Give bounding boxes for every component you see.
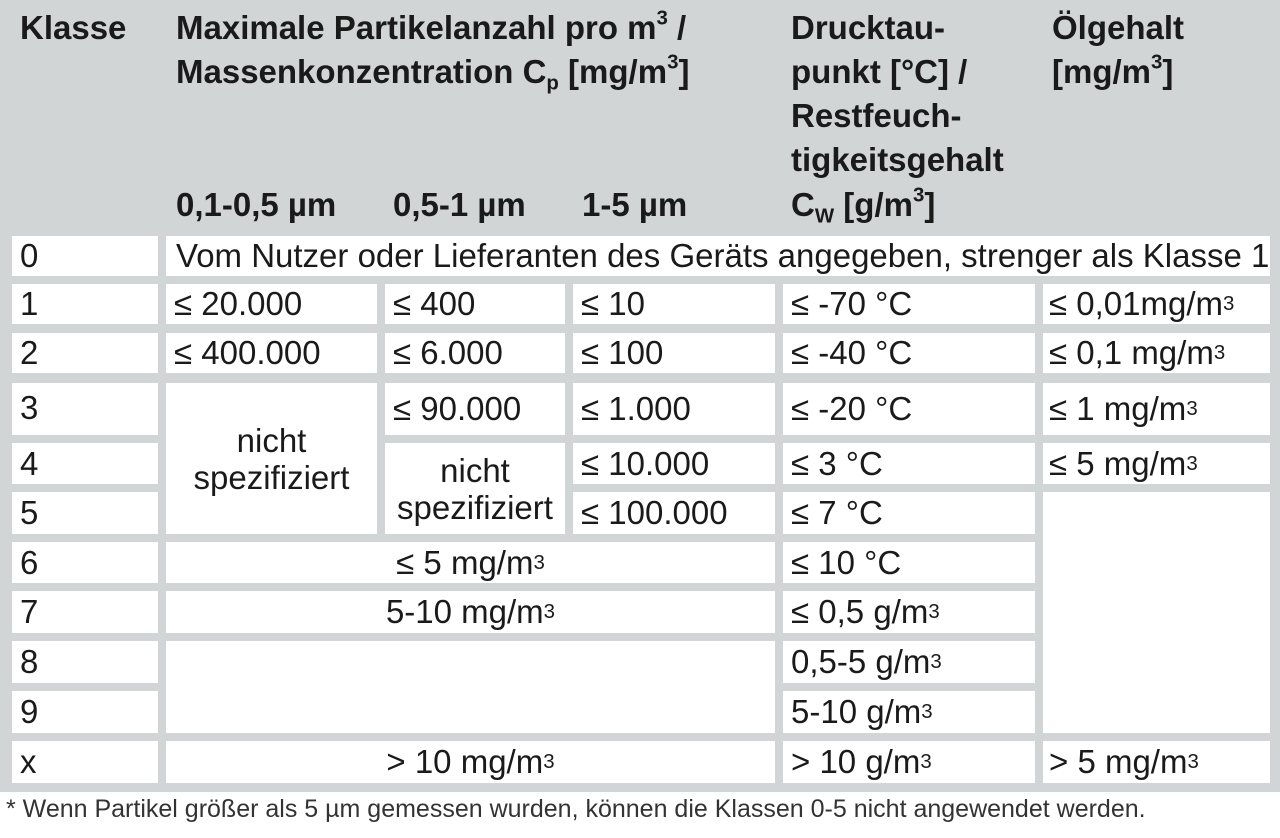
- header-size-1-to-5: 1-5 µm: [582, 186, 688, 223]
- class-cell-2: 2: [12, 333, 158, 373]
- class-cell-1: 1: [12, 284, 158, 324]
- class-cell-7: 7: [12, 591, 158, 633]
- row-3-oil: ≤ 1 mg/m 3: [1043, 383, 1270, 435]
- header-particle-title-line2: Massenkonzentration $C_p$ $[mg/m^3]$: [176, 50, 690, 95]
- class-cell-6: 6: [12, 542, 158, 583]
- class-0-description: Vom Nutzer oder Lieferanten des Geräts angegeben, strenger als Klasse 1: [166, 236, 1270, 276]
- row-3-dewpoint: ≤ -20 °C: [783, 383, 1035, 435]
- row-1-particles-0-5-to-1: ≤ 400: [385, 284, 565, 324]
- row-x-oil: > 5 mg/m 3: [1043, 741, 1270, 783]
- row-1-particles-1-to-5: ≤ 10: [573, 284, 775, 324]
- row-3-particles-0-5-to-1: ≤ 90.000: [385, 383, 565, 435]
- row-6-dewpoint: ≤ 10 °C: [783, 542, 1035, 583]
- class-cell-5: 5: [12, 492, 158, 534]
- row-9-dewpoint: 5-10 g/m 3: [783, 691, 1035, 733]
- row-3-particles-1-to-5: ≤ 1.000: [573, 383, 775, 435]
- row-4-oil: ≤ 5 mg/m 3: [1043, 443, 1270, 484]
- header-dewpoint-line1: Drucktau-: [791, 9, 946, 46]
- row-2-particles-0-5-to-1: ≤ 6.000: [385, 333, 565, 373]
- header-oil-line2: $[mg/m^3]$: [1052, 50, 1174, 90]
- particle-empty-cell: [166, 641, 775, 733]
- class-cell-x: x: [12, 741, 158, 783]
- header-size-0-5-to-1: 0,5-1 µm: [393, 186, 526, 223]
- header-dewpoint-line5: $C_W$ $[g/m^3]$: [791, 183, 936, 228]
- row-4-dewpoint: ≤ 3 °C: [783, 443, 1035, 484]
- row-1-oil: ≤ 0,01mg/m 3: [1043, 284, 1270, 324]
- not-specified-cell-0-1-to-0-5: nicht spezifiziert: [166, 383, 377, 534]
- class-cell-9: 9: [12, 691, 158, 733]
- row-x-dewpoint: > 10 g/m 3: [783, 741, 1035, 783]
- class-cell-0: 0: [12, 236, 158, 276]
- class-cell-8: 8: [12, 641, 158, 683]
- class-cell-4: 4: [12, 443, 158, 484]
- row-7-mass-concentration: 5-10 mg/m 3: [166, 591, 775, 633]
- oil-empty-cell: [1043, 492, 1270, 733]
- class-cell-3: 3: [12, 383, 158, 435]
- row-6-mass-concentration: ≤ 5 mg/m 3: [166, 542, 775, 583]
- row-2-particles-1-to-5: ≤ 100: [573, 333, 775, 373]
- header-dewpoint-line4: tigkeitsgehalt: [791, 141, 1004, 178]
- header-oil-line1: Ölgehalt: [1052, 9, 1185, 46]
- row-x-mass-concentration: > 10 mg/m 3: [166, 741, 775, 783]
- footnote: * Wenn Partikel größer als 5 µm gemessen wurden, können die Klassen 0-5 nicht angewendet werden.: [6, 795, 1146, 823]
- header-dewpoint-line2: punkt [°C] /: [791, 53, 968, 90]
- row-2-oil: ≤ 0,1 mg/m 3: [1043, 333, 1270, 373]
- row-7-dewpoint: ≤ 0,5 g/m 3: [783, 591, 1035, 633]
- row-8-dewpoint: 0,5-5 g/m 3: [783, 641, 1035, 683]
- row-2-dewpoint: ≤ -40 °C: [783, 333, 1035, 373]
- row-2-particles-0-1-to-0-5: ≤ 400.000: [166, 333, 377, 373]
- row-5-dewpoint: ≤ 7 °C: [783, 492, 1035, 534]
- header-klasse: Klasse: [20, 9, 127, 46]
- row-1-particles-0-1-to-0-5: ≤ 20.000: [166, 284, 377, 324]
- header-particle-title-line1: Maximale Partikelanzahl pro $m^3$ /: [176, 6, 687, 46]
- row-5-particles-1-to-5: ≤ 100.000: [573, 492, 775, 534]
- header-size-0-1-to-0-5: 0,1-0,5 µm: [176, 186, 337, 223]
- header-dewpoint-line3: Restfeuch-: [791, 97, 962, 134]
- not-specified-cell-0-5-to-1: nicht spezifiziert: [385, 443, 565, 534]
- row-1-dewpoint: ≤ -70 °C: [783, 284, 1035, 324]
- row-4-particles-1-to-5: ≤ 10.000: [573, 443, 775, 484]
